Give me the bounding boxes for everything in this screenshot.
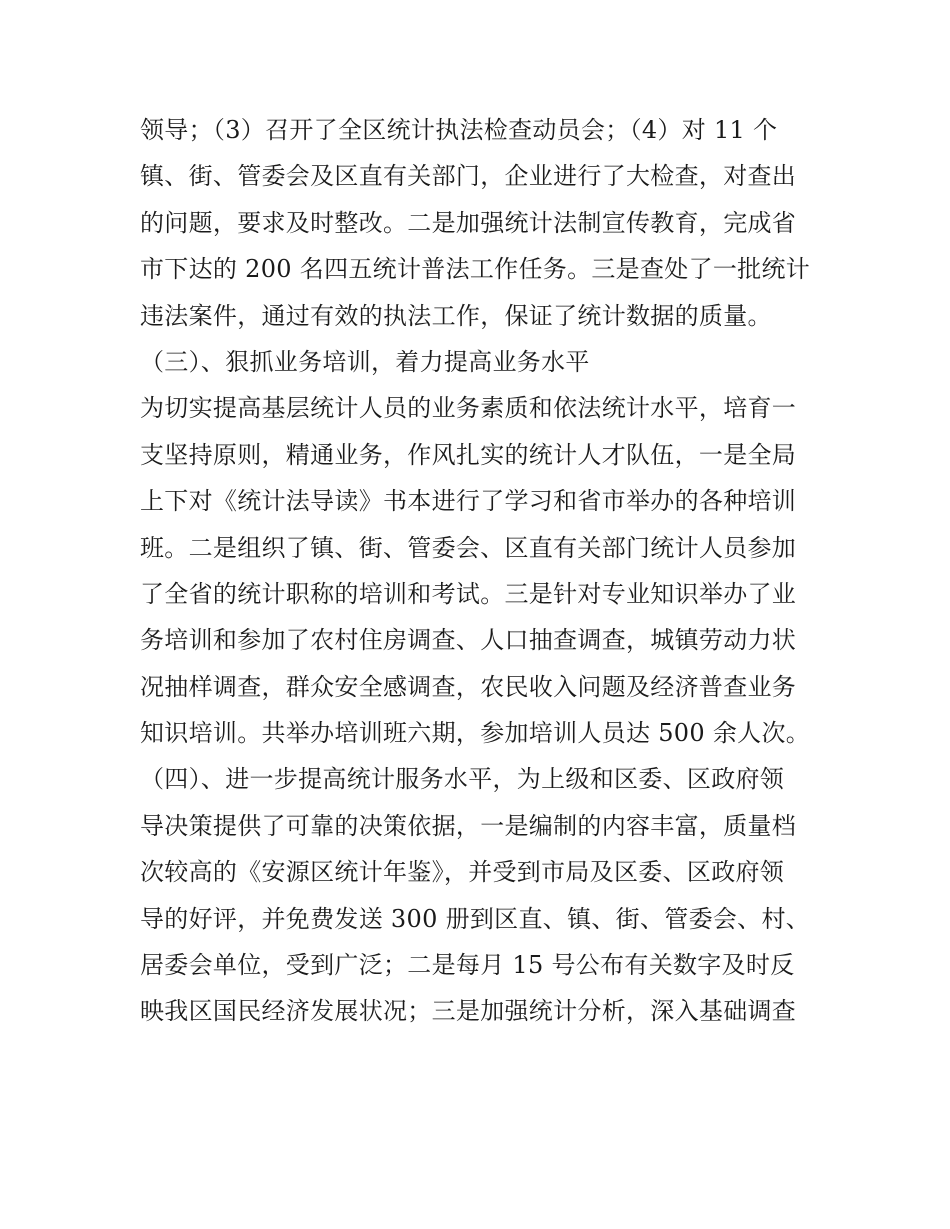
text-line: 市下达的 200 名四五统计普法工作任务。三是查处了一批统计: [140, 255, 811, 284]
text-line: 领导；（3）召开了全区统计执法检查动员会；（4）对 11 个: [140, 116, 778, 144]
text-line: 务培训和参加了农村住房调查、人口抽查调查，城镇劳动力状: [140, 626, 797, 655]
text-line: 映我区国民经济发展状况；三是加强统计分析，深入基础调查: [140, 997, 797, 1026]
text-line: 居委会单位，受到广泛；二是每月 15 号公布有关数字及时反: [140, 951, 795, 980]
text-line: 况抽样调查，群众安全感调查，农民收入问题及经济普查业务: [140, 672, 797, 701]
text-line: 镇、街、管委会及区直有关部门，企业进行了大检查，对查出: [140, 162, 797, 191]
document-body: [140, 107, 830, 1035]
text-line: 为切实提高基层统计人员的业务素质和依法统计水平，培育一: [140, 394, 797, 423]
text-line: 的问题，要求及时整改。二是加强统计法制宣传教育，完成省: [140, 208, 797, 237]
section-heading-4: （四）、进一步提高统计服务水平，为上级和区委、区政府领: [140, 765, 785, 794]
text-line: 班。二是组织了镇、街、管委会、区直有关部门统计人员参加: [140, 533, 797, 562]
section-heading-3: （三）、狠抓业务培训，着力提高业务水平: [140, 347, 590, 376]
text-line: 违法案件，通过有效的执法工作，保证了统计数据的质量。: [140, 301, 772, 330]
text-line: 知识培训。共举办培训班六期，参加培训人员达 500 余人次。: [140, 719, 811, 748]
text-line: 上下对《统计法导读》书本进行了学习和省市举办的各种培训: [140, 487, 797, 516]
text-line: 次较高的《安源区统计年鉴》，并受到市局及区委、区政府领: [140, 858, 785, 887]
text-line: 了全省的统计职称的培训和考试。三是针对专业知识举办了业: [140, 579, 797, 608]
text-line: 导决策提供了可靠的决策依据，一是编制的内容丰富，质量档: [140, 811, 797, 840]
text-line: 支坚持原则，精通业务，作风扎实的统计人才队伍，一是全局: [140, 440, 797, 469]
text-line: 导的好评，并免费发送 300 册到区直、镇、街、管委会、村、: [140, 904, 811, 933]
